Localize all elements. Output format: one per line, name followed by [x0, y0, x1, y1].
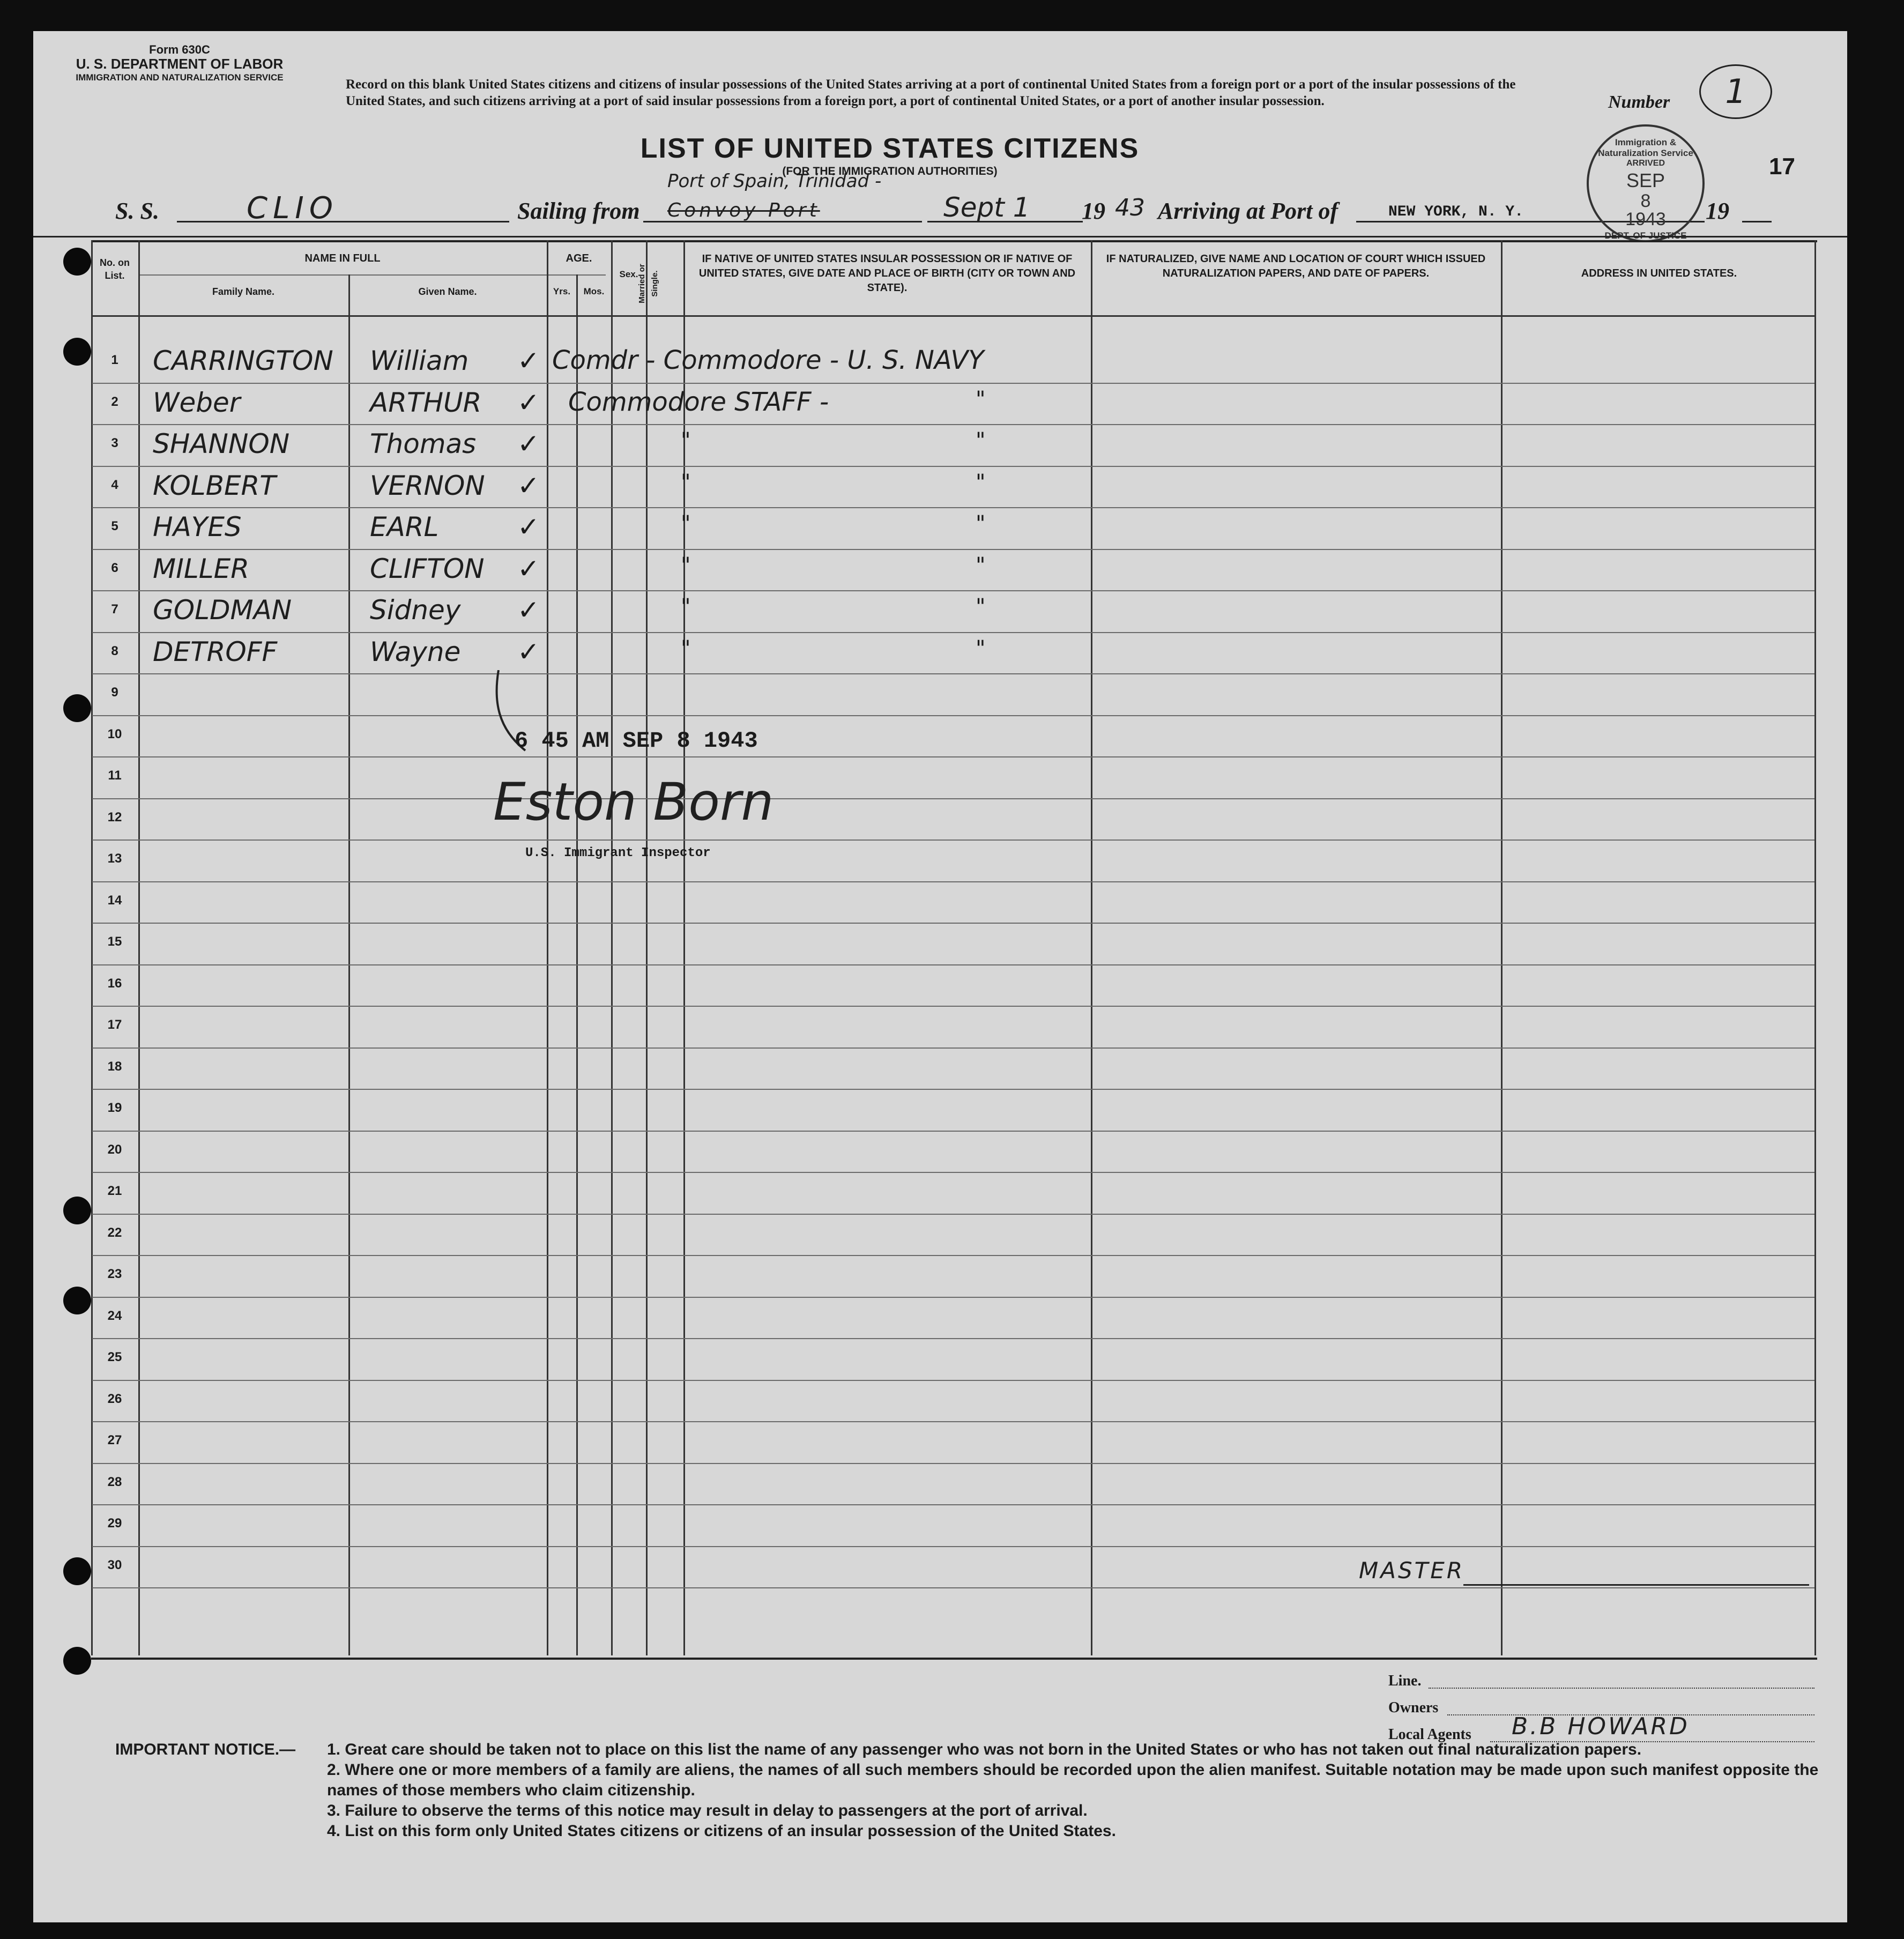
line-number: 5: [111, 519, 118, 533]
row-rule: [92, 1587, 1814, 1588]
row-rule: [92, 424, 1814, 425]
line-number: 19: [107, 1101, 122, 1115]
col-header-mos: Mos.: [583, 286, 605, 296]
line-number: 22: [107, 1225, 122, 1240]
service: IMMIGRATION AND NATURALIZATION SERVICE: [76, 72, 284, 83]
birth-ditto: ": [681, 470, 691, 495]
place-ditto: ": [976, 511, 986, 536]
family-name: GOLDMAN: [153, 595, 292, 626]
family-name: KOLBERT: [153, 470, 276, 501]
col-line-married: [646, 240, 648, 1655]
row-rule: [92, 549, 1814, 550]
col-header-married: Married or Single.: [637, 264, 659, 303]
line-number: 13: [107, 851, 122, 866]
check-mark: ✓: [517, 470, 540, 501]
notice-header: IMPORTANT NOTICE.—: [115, 1741, 296, 1758]
page-subtitle: (FOR THE IMMIGRATION AUTHORITIES): [782, 165, 998, 177]
place-ditto: ": [976, 428, 986, 453]
row-rule: [92, 923, 1814, 924]
row-rule: [92, 798, 1814, 799]
place-ditto: ": [976, 636, 986, 661]
line-number: 23: [107, 1267, 122, 1281]
given-name: EARL: [370, 511, 439, 543]
line-number: 27: [107, 1433, 122, 1447]
family-name: SHANNON: [153, 428, 290, 459]
line-number: 2: [111, 394, 118, 409]
col-line-age: [547, 240, 548, 1655]
line-number: 6: [111, 560, 118, 575]
given-name: Thomas: [370, 428, 477, 459]
row-rule: [92, 632, 1814, 633]
col-header-no: No. on List.: [100, 257, 130, 281]
check-mark: ✓: [517, 636, 540, 667]
check-mark: ✓: [517, 511, 540, 543]
inspection-time-stamp: 6 45 AM SEP 8 1943: [515, 728, 758, 754]
sailing-from-label: Sailing from: [517, 198, 640, 224]
given-name: Sidney: [370, 595, 461, 626]
stamp-department: DEPT. OF JUSTICE: [1604, 231, 1687, 241]
line-number: 21: [107, 1184, 122, 1198]
header-bottom-rule: [92, 315, 1816, 317]
row-rule: [92, 466, 1814, 467]
ship-name: CLIO: [247, 191, 338, 226]
place-ditto: ": [976, 595, 986, 619]
row-rule: [92, 1546, 1814, 1547]
punch-hole: [63, 1287, 91, 1314]
punch-hole: [63, 338, 91, 366]
col-line-no-left: [91, 240, 93, 1655]
stamp-arrived: ARRIVED: [1626, 159, 1665, 168]
given-name: ARTHUR: [370, 387, 482, 418]
given-name: VERNON: [370, 470, 485, 501]
check-mark: ✓: [517, 428, 540, 459]
punch-hole: [63, 1197, 91, 1224]
sailing-from-inserted: Port of Spain, Trinidad -: [667, 170, 882, 192]
col-header-family: Family Name.: [212, 286, 275, 297]
form-instructions: Record on this blank United States citizens and citizens of insular possessions of the United States arriving at a port of continental United States from a foreign port or a port of the insular possessions of the United States, and such citizens arriving at a port of said insular possessions from a foreign port, a port of continental United States, or a port of another insular possession.: [346, 77, 1516, 108]
line-number: 7: [111, 602, 118, 616]
ss-label: S. S.: [115, 198, 159, 224]
name-header-rule: [138, 274, 605, 276]
line-number: 26: [107, 1391, 122, 1406]
table-top-rule: [33, 236, 1847, 237]
year-prefix: 19: [1082, 198, 1105, 224]
row-rule: [92, 1172, 1814, 1173]
line-number: 11: [108, 768, 122, 783]
line-number: 18: [107, 1059, 122, 1074]
inspector-signature: Eston Born: [493, 772, 774, 832]
stamp-year: 1943: [1625, 209, 1666, 229]
page-title: LIST OF UNITED STATES CITIZENS: [640, 133, 1140, 164]
check-mark: ✓: [517, 387, 540, 418]
line-label: Line.: [1388, 1673, 1422, 1689]
row-rule: [92, 1463, 1814, 1464]
birth-info: Commodore STAFF -: [568, 387, 829, 417]
col-header-address: ADDRESS IN UNITED STATES.: [1581, 268, 1737, 279]
col-header-given: Given Name.: [418, 286, 477, 297]
notice-item: 3. Failure to observe the terms of this notice may result in delay to passengers at the port of arrival.: [327, 1802, 1088, 1819]
birth-ditto: ": [681, 553, 691, 578]
page-mark: 17: [1769, 153, 1795, 180]
sailing-from-struck: Convoy Port: [667, 199, 820, 221]
year-suffix: 43: [1115, 194, 1145, 221]
date-rule: [927, 221, 1083, 222]
row-rule: [92, 1131, 1814, 1132]
master-signature-line: [1463, 1584, 1809, 1586]
place-ditto: ": [976, 553, 986, 578]
arrival-stamp: [1587, 124, 1705, 242]
family-name: CARRINGTON: [153, 345, 333, 376]
stamp-month: SEP: [1626, 169, 1665, 191]
col-header-birth: IF NATIVE OF UNITED STATES INSULAR POSSESSION OR IF NATIVE OF UNITED STATES, GIVE DATE AND PLACE OF BIRTH (CITY OR TOWN AND STATE).: [698, 253, 1076, 294]
line-number: 8: [111, 643, 118, 658]
place-ditto: ": [976, 470, 986, 495]
owners-label: Owners: [1388, 1699, 1439, 1716]
ship-name-rule: [177, 221, 509, 222]
birth-ditto: ": [681, 511, 691, 536]
check-mark: ✓: [517, 553, 540, 584]
inspector-role: U.S. Immigrant Inspector: [525, 846, 711, 860]
row-rule: [92, 1089, 1814, 1090]
stamp-day: 8: [1640, 191, 1651, 211]
master-label: MASTER: [1359, 1557, 1465, 1584]
row-rule: [92, 1380, 1814, 1381]
col-header-yrs: Yrs.: [553, 286, 571, 296]
line-field[interactable]: [1429, 1688, 1814, 1689]
family-name: MILLER: [153, 553, 249, 584]
row-rule: [92, 1297, 1814, 1298]
punch-hole: [63, 1647, 91, 1675]
row-rule: [92, 1338, 1814, 1339]
col-header-name: NAME IN FULL: [304, 252, 381, 264]
row-rule: [92, 1006, 1814, 1007]
list-number-label: Number: [1608, 92, 1670, 112]
list-number-value: 1: [1699, 64, 1772, 119]
row-rule: [92, 1047, 1814, 1049]
agents-label: Local Agents: [1388, 1726, 1471, 1743]
col-header-sex: Sex.: [619, 269, 638, 279]
family-name: HAYES: [153, 511, 242, 543]
family-name: DETROFF: [153, 636, 278, 667]
line-number: 15: [107, 934, 122, 949]
family-name: Weber: [153, 387, 241, 418]
row-rule: [92, 715, 1814, 716]
notice-item: 4. List on this form only United States citizens or citizens of an insular possession of the United States.: [327, 1822, 1116, 1840]
row-rule: [92, 881, 1814, 882]
notice-item: 1. Great care should be taken not to place on this list the name of any passenger who was not born in the United States or who has not taken out final naturalization papers.: [327, 1741, 1642, 1758]
punch-hole: [63, 1557, 91, 1585]
row-rule: [92, 1214, 1814, 1215]
line-number: 9: [111, 685, 118, 700]
line-number: 30: [107, 1557, 122, 1572]
line-number: 29: [107, 1516, 122, 1531]
citizen-table: [91, 240, 1817, 1660]
col-header-naturalized: IF NATURALIZED, GIVE NAME AND LOCATION OF COURT WHICH ISSUED NATURALIZATION PAPERS, AND DATE OF PAPERS.: [1106, 253, 1486, 279]
agents-value: B.B HOWARD: [1512, 1713, 1690, 1740]
line-number: 10: [107, 726, 122, 741]
birth-ditto: ": [681, 636, 691, 661]
row-rule: [92, 840, 1814, 841]
col-line-family: [138, 240, 140, 1655]
line-number: 14: [107, 893, 122, 908]
row-rule: [92, 1504, 1814, 1505]
form-identifier: [59, 43, 300, 83]
col-line-address: [1501, 240, 1503, 1655]
department: U. S. DEPARTMENT OF LABOR: [76, 56, 284, 72]
form-number: Form 630C: [149, 43, 210, 56]
arriving-label: Arriving at Port of: [1158, 198, 1338, 224]
col-line-naturalized: [1091, 240, 1092, 1655]
punch-hole: [63, 694, 91, 722]
sailing-date: Sept 1: [943, 192, 1030, 223]
line-number: 17: [107, 1017, 122, 1032]
line-number: 12: [107, 809, 122, 824]
given-name: William: [370, 345, 469, 376]
sailing-from-rule: [643, 221, 922, 222]
line-number: 1: [111, 353, 118, 367]
row-rule: [92, 590, 1814, 591]
notice-item: 2. Where one or more members of a family are aliens, the names of all such members should be recorded upon the alien manifest. Suitable notation may be made upon such manifest opposite the names of those members who claim citizenship.: [327, 1761, 1819, 1799]
row-rule: [92, 1255, 1814, 1256]
given-name: Wayne: [370, 636, 461, 667]
row-rule: [92, 507, 1814, 508]
col-line-sex: [611, 240, 613, 1655]
place-ditto: ": [976, 387, 986, 412]
line-number: 4: [111, 477, 118, 492]
row-rule: [92, 964, 1814, 965]
row-rule: [92, 673, 1814, 674]
check-mark: ✓: [517, 345, 540, 376]
row-rule: [92, 383, 1814, 384]
col-header-age: AGE.: [566, 252, 592, 264]
stamp-service: Immigration & Naturalization Service: [1598, 137, 1693, 158]
row-rule: [92, 756, 1814, 757]
col-line-right: [1814, 240, 1816, 1655]
line-number: 3: [111, 436, 118, 450]
punch-hole: [63, 248, 91, 276]
birth-ditto: ": [681, 428, 691, 453]
line-number: 24: [107, 1308, 122, 1323]
arrival-year-rule: [1742, 221, 1772, 222]
line-number: 16: [107, 976, 122, 991]
line-number: 28: [107, 1474, 122, 1489]
birth-ditto: ": [681, 595, 691, 619]
birth-info: Comdr - Commodore - U. S. NAVY: [552, 345, 984, 375]
line-number: 20: [107, 1142, 122, 1157]
line-number: 25: [107, 1350, 122, 1364]
arrival-port: NEW YORK, N. Y.: [1388, 204, 1524, 220]
row-rule: [92, 1421, 1814, 1422]
check-mark: ✓: [517, 595, 540, 626]
given-name: CLIFTON: [370, 553, 485, 584]
arrival-year-prefix: 19: [1706, 198, 1729, 224]
